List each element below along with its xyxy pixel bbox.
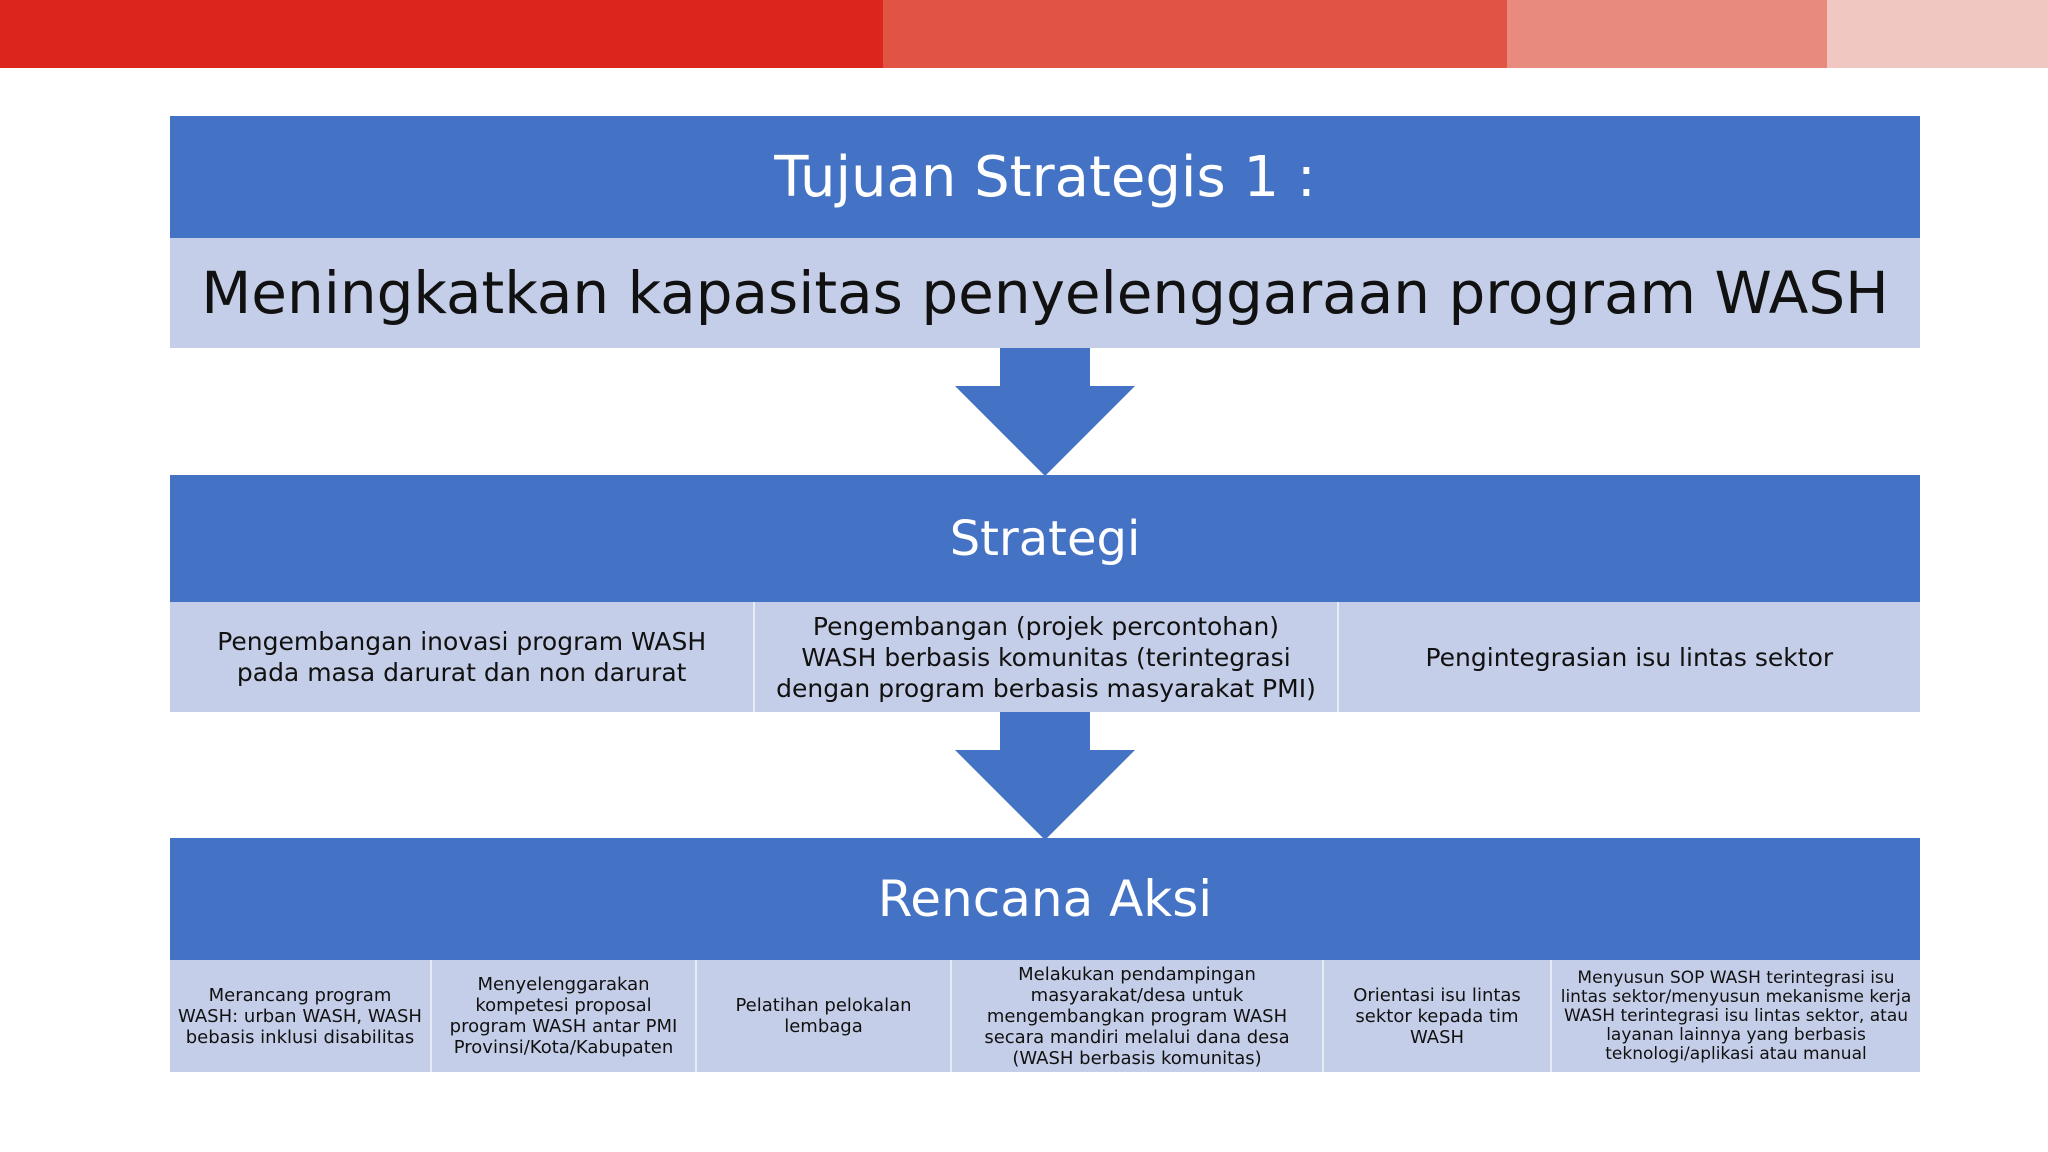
action-item: Menyelenggarakan kompetesi proposal program WASH antar PMI Provinsi/Kota/Kabupaten bbox=[430, 960, 695, 1072]
goal-statement: Meningkatkan kapasitas penyelenggaraan program WASH bbox=[170, 238, 1920, 348]
accent-segment-2 bbox=[883, 0, 1507, 68]
strategy-row bbox=[170, 602, 1920, 712]
strategy-item: Pengembangan inovasi program WASH pada masa darurat dan non darurat bbox=[170, 602, 753, 712]
goal-title: Tujuan Strategis 1 : bbox=[170, 116, 1920, 238]
strategy-title: Strategi bbox=[170, 475, 1920, 602]
down-arrow-icon bbox=[955, 348, 1135, 476]
action-item: Merancang program WASH: urban WASH, WASH bebasis inklusi disabilitas bbox=[170, 960, 430, 1072]
action-item: Orientasi isu lintas sektor kepada tim WASH bbox=[1322, 960, 1550, 1072]
action-plan-row bbox=[170, 960, 1920, 1072]
accent-segment-1 bbox=[0, 0, 883, 68]
top-accent-bar bbox=[0, 0, 2048, 68]
action-item: Melakukan pendampingan masyarakat/desa untuk mengembangkan program WASH secara mandiri melalui dana desa (WASH berbasis komunitas) bbox=[950, 960, 1322, 1072]
accent-segment-4 bbox=[1827, 0, 2048, 68]
strategy-item: Pengintegrasian isu lintas sektor bbox=[1337, 602, 1920, 712]
accent-segment-3 bbox=[1507, 0, 1827, 68]
action-plan-title: Rencana Aksi bbox=[170, 838, 1920, 960]
strategy-item: Pengembangan (projek percontohan) WASH berbasis komunitas (terintegrasi dengan program berbasis masyarakat PMI) bbox=[753, 602, 1336, 712]
down-arrow-icon bbox=[955, 712, 1135, 840]
action-item: Menyusun SOP WASH terintegrasi isu lintas sektor/menyusun mekanisme kerja WASH terintegrasi isu lintas sektor, atau layanan lainnya yang berbasis teknologi/aplikasi atau manual bbox=[1550, 960, 1920, 1072]
action-item: Pelatihan pelokalan lembaga bbox=[695, 960, 950, 1072]
